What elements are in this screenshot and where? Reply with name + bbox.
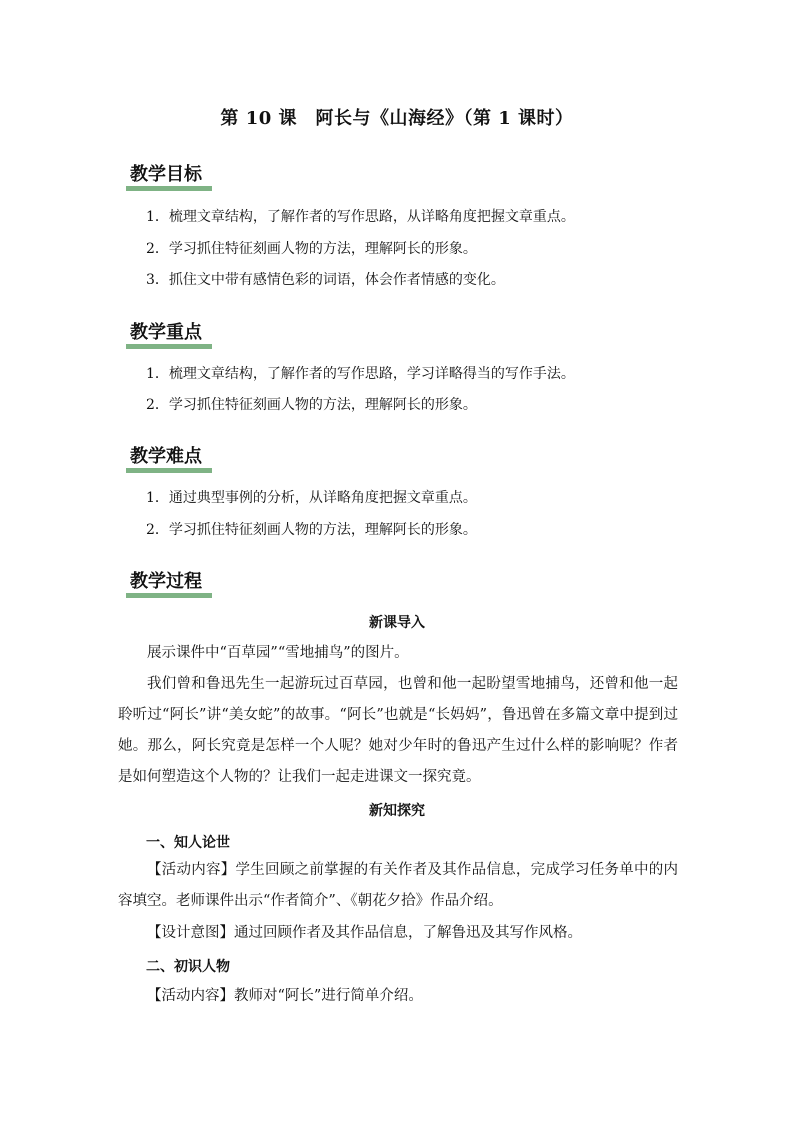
heading-underline xyxy=(126,593,212,598)
key-point-item: 2．学习抓住特征刻画人物的方法，理解阿长的形象。 xyxy=(146,397,477,413)
key-point-item: 1．梳理文章结构，了解作者的写作思路，学习详略得当的写作手法。 xyxy=(146,366,575,382)
part2-heading: 二、初识人物 xyxy=(146,959,230,975)
difficulty-item: 2．学习抓住特征刻画人物的方法，理解阿长的形象。 xyxy=(146,522,477,538)
heading-underline xyxy=(126,186,212,191)
part1-design: 【设计意图】通过回顾作者及其作品信息，了解鲁迅及其写作风格。 xyxy=(147,925,582,941)
lesson-title: 第 10 课 阿长与《山海经》（第 1 课时） xyxy=(220,108,574,129)
objective-item: 2．学习抓住特征刻画人物的方法，理解阿长的形象。 xyxy=(146,241,477,257)
section-heading-process: 教学过程 xyxy=(126,567,206,595)
objective-item: 3．抓住文中带有感情色彩的词语，体会作者情感的变化。 xyxy=(146,272,505,288)
intro-paragraph-2: 我们曾和鲁迅先生一起游玩过百草园，也曾和他一起盼望雪地捕鸟，还曾和他一起聆听过“阿长”讲“美女蛇”的故事。“阿长”也就是“长妈妈”，鲁迅曾在多篇文章中提到过她。那么，阿长究竟是怎样一个人呢？她对少年时的鲁迅产生过什么样的影响呢？作者是如何塑造这个人物的？让我们一起走进课文一探究竟。 xyxy=(118,676,678,785)
section-heading-difficulties: 教学难点 xyxy=(126,442,206,470)
difficulty-item: 1．通过典型事例的分析，从详略角度把握文章重点。 xyxy=(146,490,477,506)
part2-activity: 【活动内容】教师对“阿长”进行简单介绍。 xyxy=(147,988,423,1004)
section-heading-objectives: 教学目标 xyxy=(126,160,206,188)
part1-heading: 一、知人论世 xyxy=(146,835,230,851)
subheading-intro: 新课导入 xyxy=(369,615,425,631)
subheading-explore: 新知探究 xyxy=(369,803,425,819)
heading-underline xyxy=(126,344,212,349)
heading-underline xyxy=(126,468,212,473)
intro-paragraph-1: 展示课件中“百草园”“雪地捕鸟”的图片。 xyxy=(147,645,409,661)
section-heading-key-points: 教学重点 xyxy=(126,318,206,346)
objective-item: 1．梳理文章结构，了解作者的写作思路，从详略角度把握文章重点。 xyxy=(146,209,575,225)
part1-activity: 【活动内容】学生回顾之前掌握的有关作者及其作品信息，完成学习任务单中的内容填空。老师课件出示“作者简介”、《朝花夕拾》作品介绍。 xyxy=(118,862,678,909)
